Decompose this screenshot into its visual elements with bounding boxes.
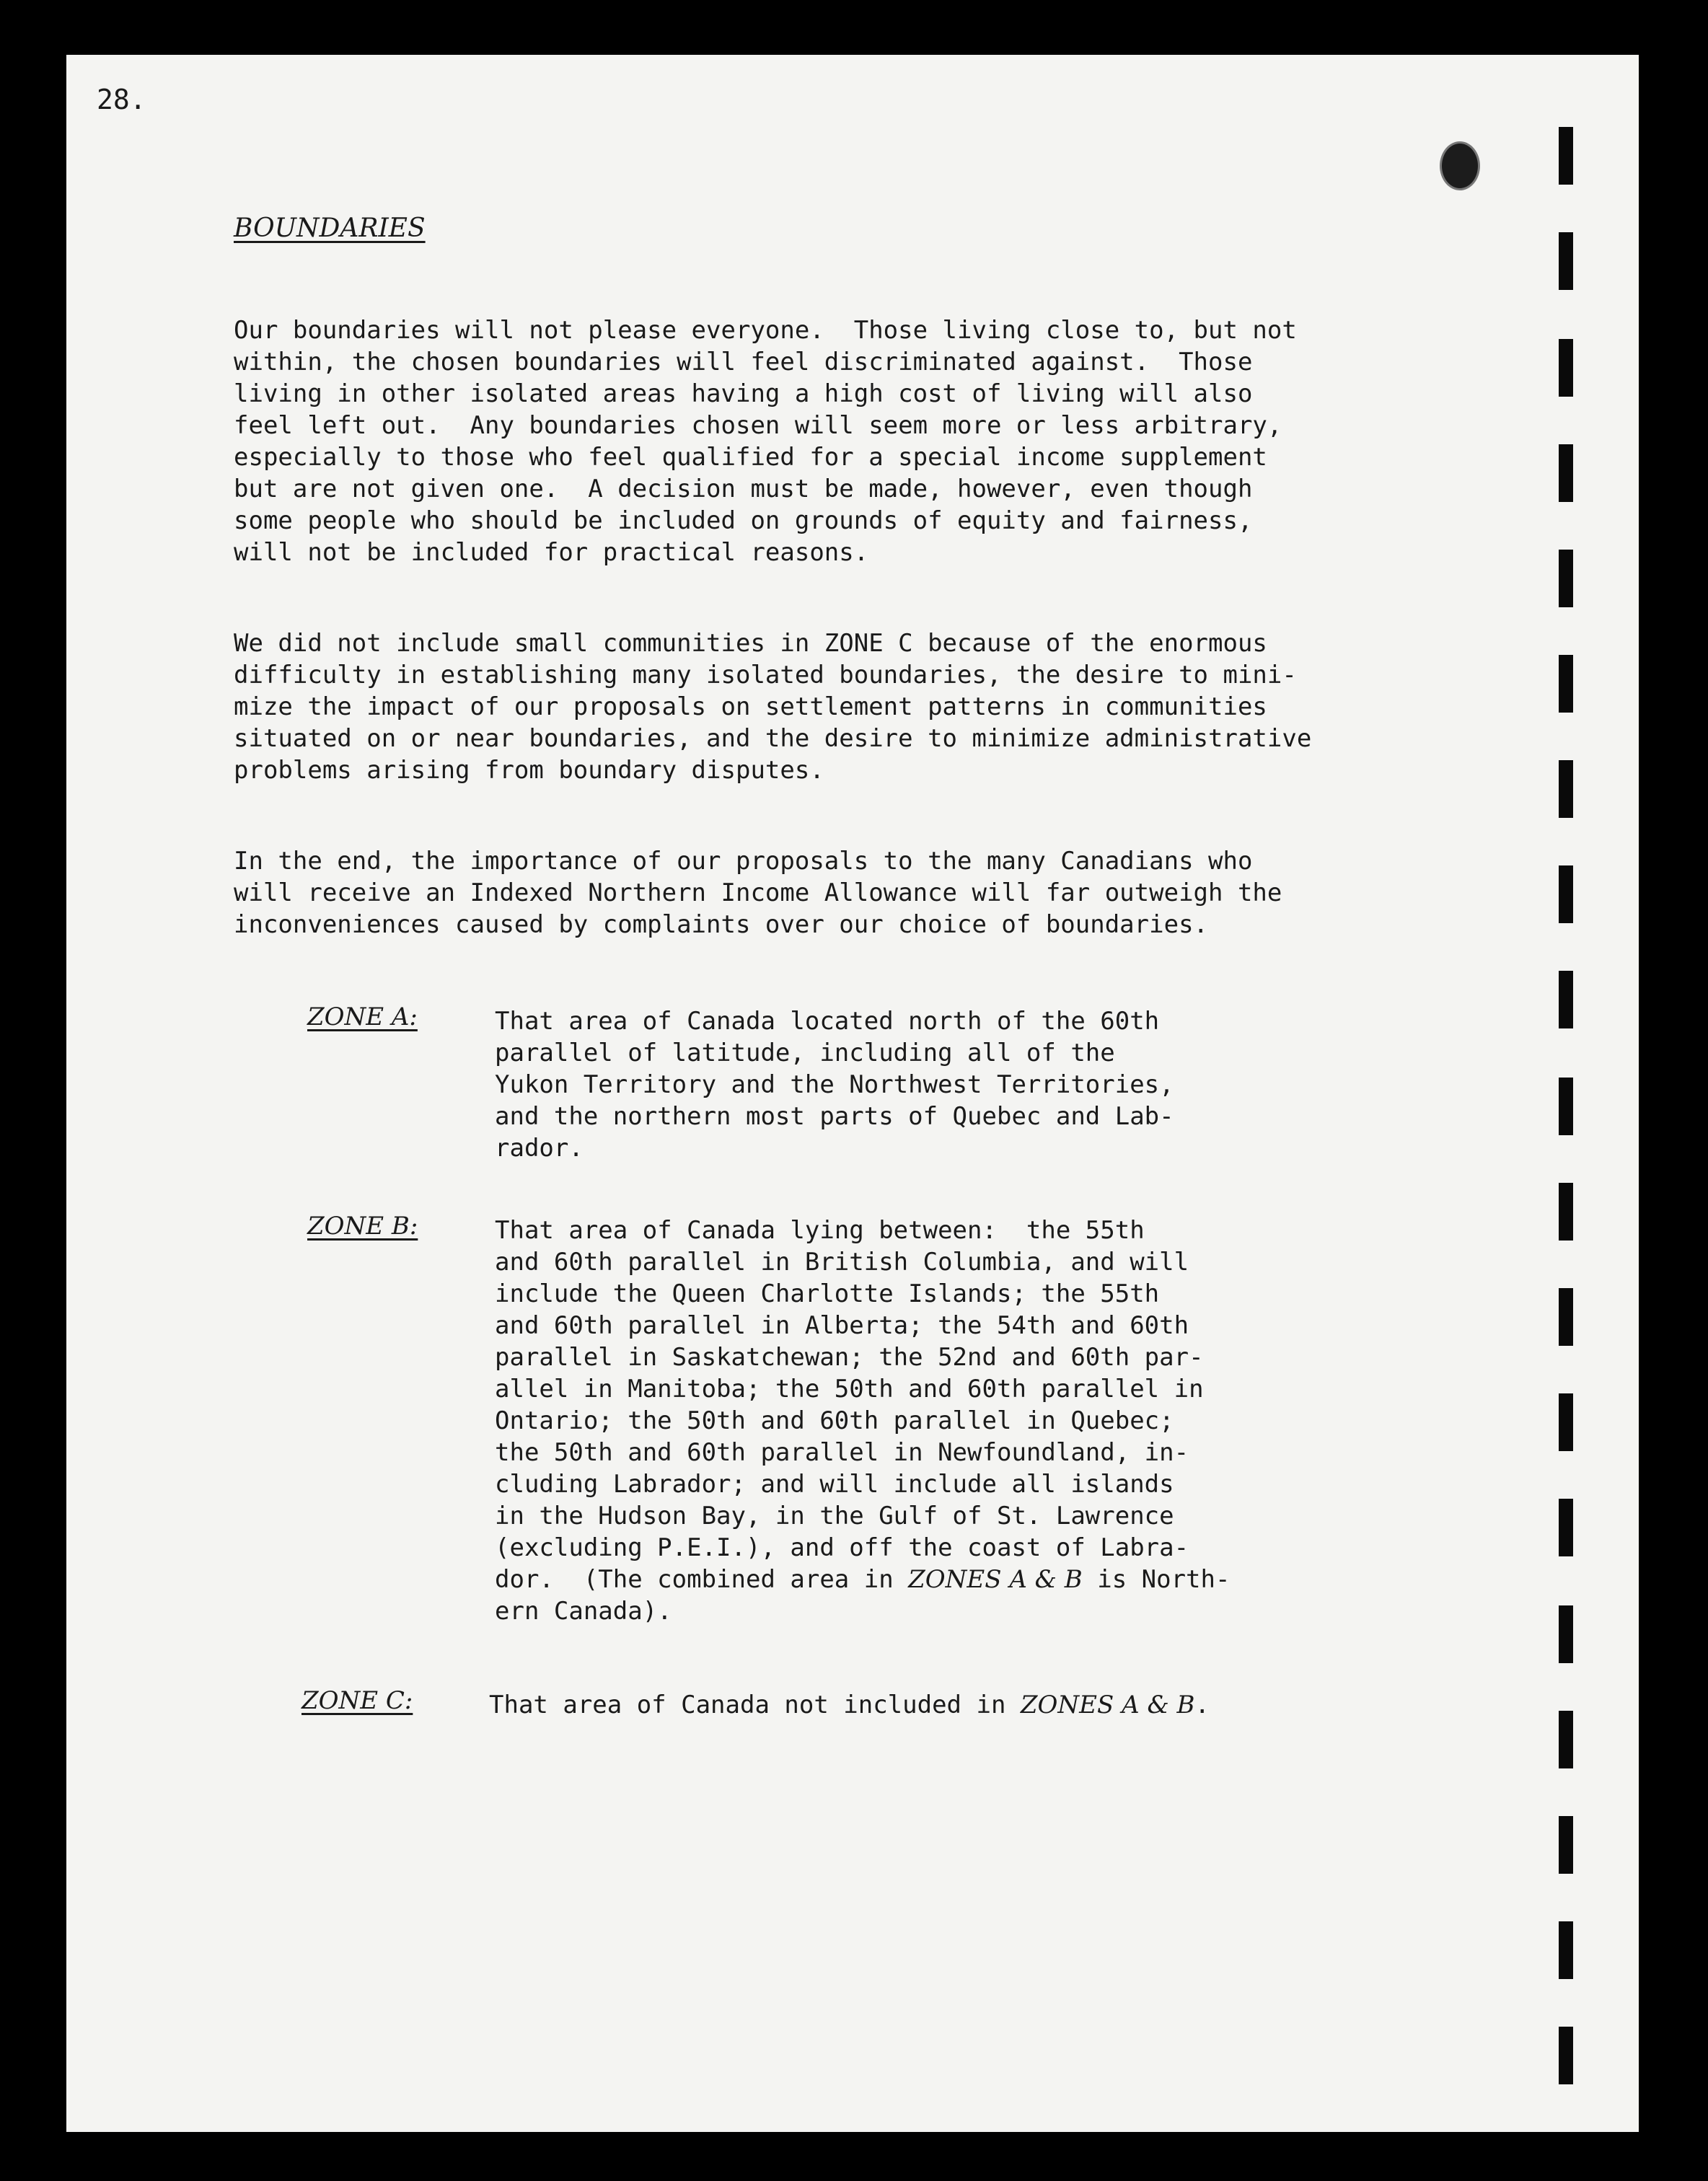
- zone-a-label: ZONE A:: [307, 1003, 418, 1031]
- zone-c-description: [489, 1689, 1210, 1721]
- binding-bar: [1559, 971, 1573, 1028]
- binding-bar: [1559, 1183, 1573, 1241]
- binding-bar: [1559, 1078, 1573, 1135]
- paragraph: We did not include small communities in ZONE C because of the enormous difficulty in establishing many isolated boundaries, the desire to mini- mize the impact of our proposals on settlement patterns in communities situated on or near boundaries, and the desire to minimize administrative problems arising from boundary disputes.: [234, 629, 1312, 785]
- zone-b-text-end: is North- ern Canada).: [495, 1565, 1231, 1626]
- binding-bar: [1559, 1921, 1573, 1979]
- binding-bar: [1559, 1711, 1573, 1768]
- zone-b-text-main: That area of Canada lying between: the 55th and 60th parallel in British Columbia, and will include the Queen Charlotte Islands; the 55th and 60th parallel in Alberta; the 54th and 60th parallel in Saskatchewan; the 52nd and 60th par- allel in Manitoba; the 50th and 60th parallel in Ontario; the 50th and 60th parallel in Quebec; the 50th and 60th parallel in Newfoundland, in- cluding Labrador; and will include all islands in the Hudson Bay, in the Gulf of St. Lawrence (excluding P.E.I.), and off the coast of Labra- dor. (The combined area in: [495, 1216, 1204, 1594]
- binding-bar: [1559, 1816, 1573, 1874]
- binding-bar: [1559, 550, 1573, 607]
- binding-bar: [1559, 1288, 1573, 1346]
- binding-bar: [1559, 339, 1573, 397]
- paragraph: In the end, the importance of our proposals to the many Canadians who will receive an Indexed Northern Income Allowance will far outweigh the inconveniences caused by complaints over our choice of boundaries.: [234, 847, 1282, 939]
- section-heading: BOUNDARIES: [234, 213, 426, 243]
- zone-c-text-end: .: [1194, 1691, 1210, 1719]
- zone-c-label: ZONE C:: [301, 1686, 413, 1715]
- paragraph: Our boundaries will not please everyone. Those living close to, but not within, the chosen boundaries will feel discriminated against. Those living in other isolated areas having a high cost of living will also feel left out. Any boundaries chosen will seem more or less arbitrary, especially to those who feel qualified for a special income supplement but are not given one. A decision must be made, however, even though some people who should be included on grounds of equity and fairness, will not be included for practical reasons.: [234, 316, 1297, 567]
- binding-bar: [1559, 1393, 1573, 1451]
- binding-bar: [1559, 232, 1573, 290]
- zone-b-label: ZONE B:: [307, 1212, 418, 1241]
- binding-bar: [1559, 2027, 1573, 2084]
- zone-c-italic-ref: ZONES A & B: [1020, 1691, 1195, 1719]
- binding-bar: [1559, 444, 1573, 502]
- punch-hole: [1440, 141, 1480, 190]
- zone-b-italic-ref: ZONES A & B: [908, 1565, 1083, 1594]
- zone-c-text-main: That area of Canada not included in: [489, 1691, 1021, 1719]
- binding-bar: [1559, 655, 1573, 713]
- binding-bar: [1559, 1499, 1573, 1556]
- binding-bar: [1559, 1605, 1573, 1663]
- zone-b-description: [495, 1215, 1230, 1627]
- binding-bar: [1559, 760, 1573, 818]
- binding-bar: [1559, 865, 1573, 923]
- binding-bar: [1559, 127, 1573, 185]
- page-number: 28.: [97, 84, 146, 115]
- zone-a-description: That area of Canada located north of the 60th parallel of latitude, including all of the Yukon Territory and the Northwest Territories, and the northern most parts of Quebec and Lab- rador.: [495, 1007, 1174, 1163]
